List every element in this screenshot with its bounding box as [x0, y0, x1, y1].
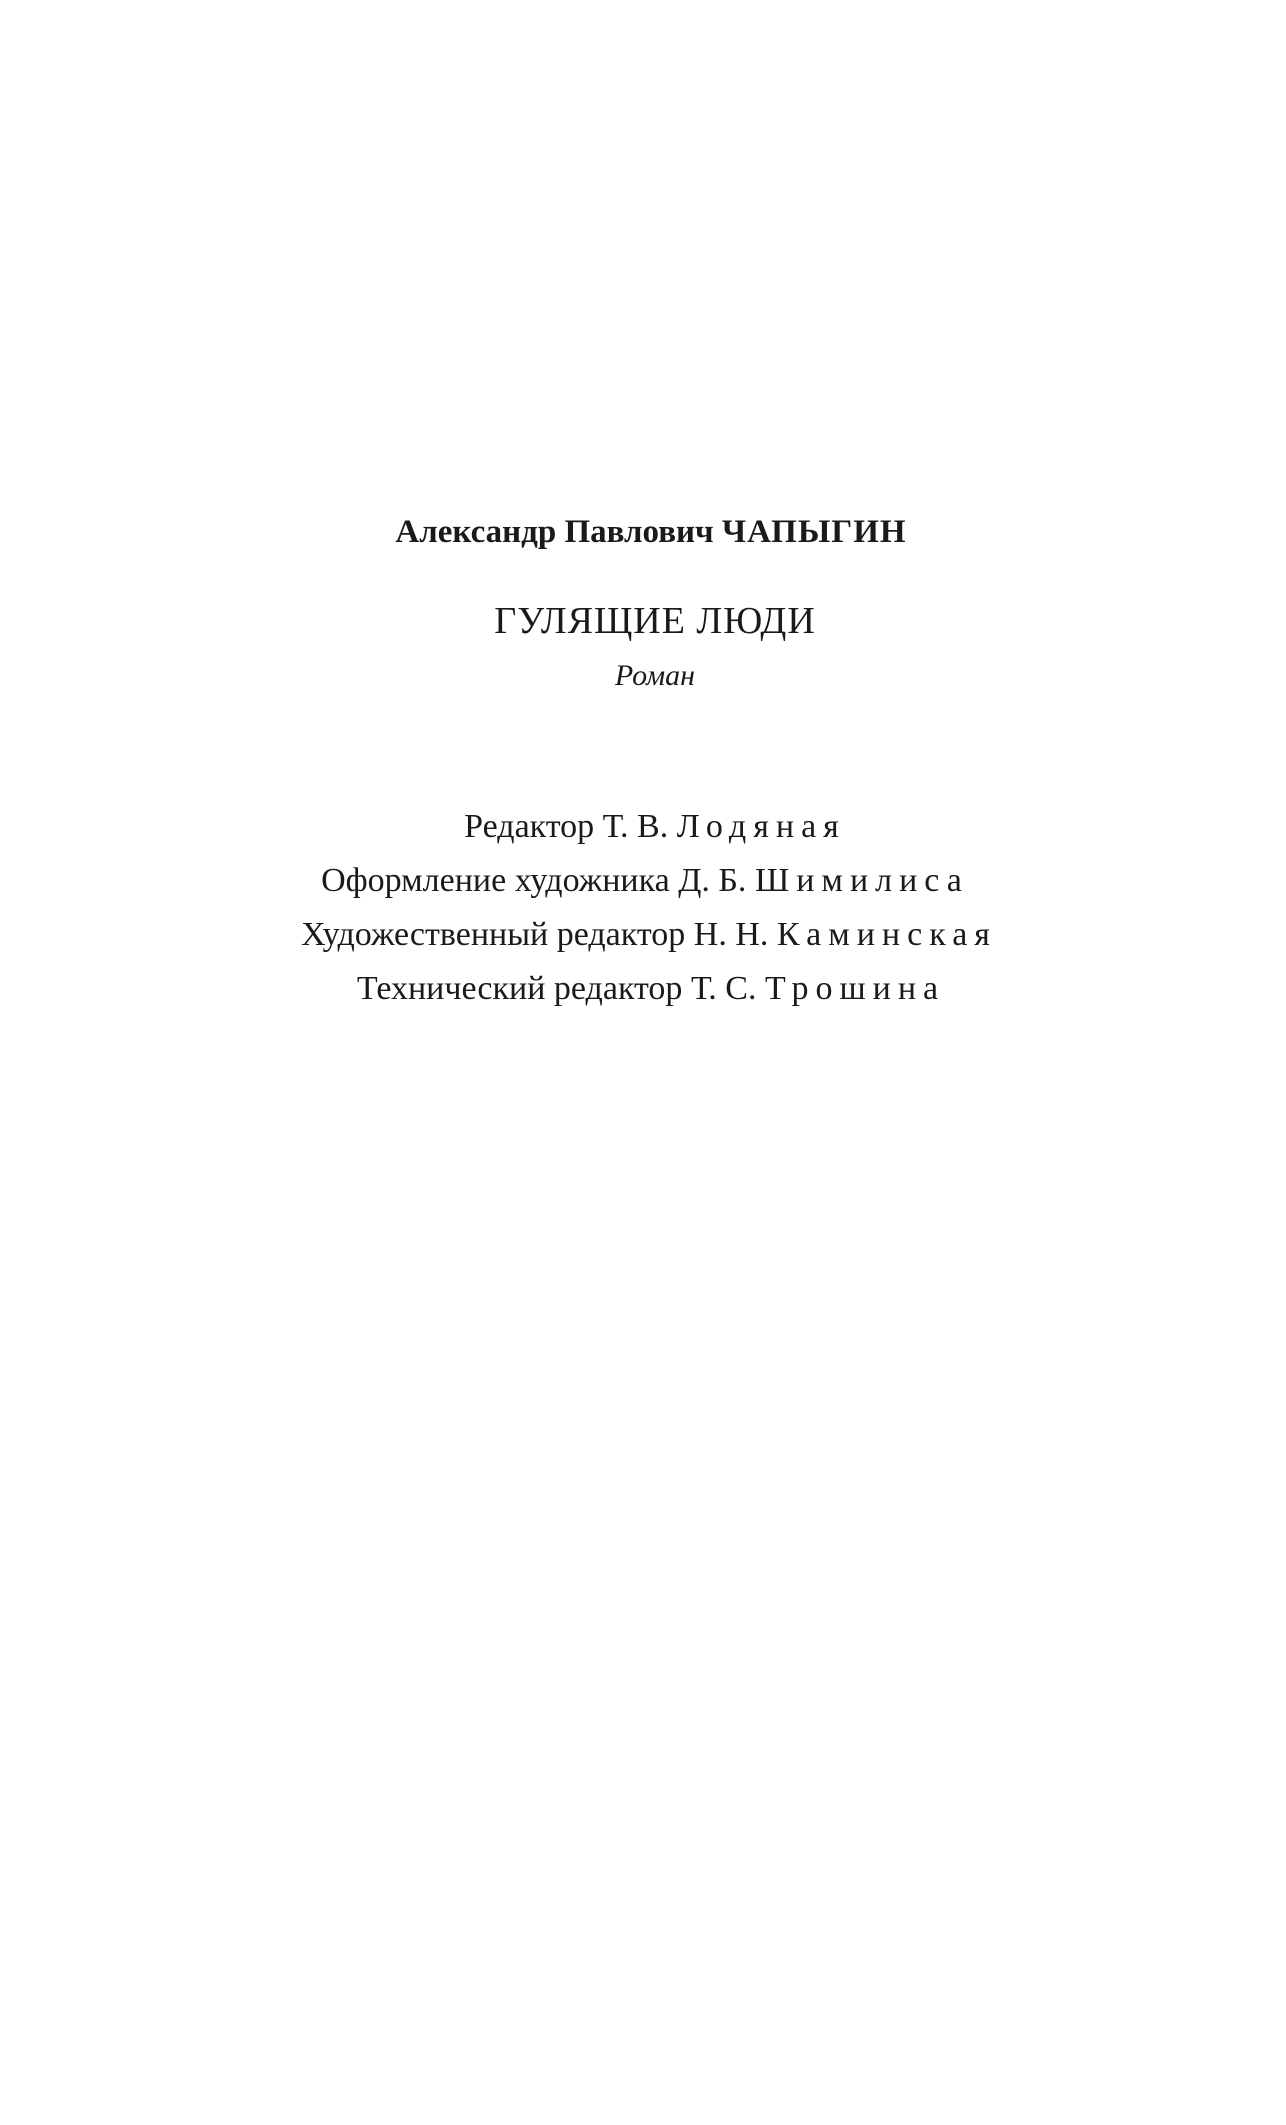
credit-line-designer: [0, 854, 1286, 908]
author-given-names: Александр Павлович: [395, 514, 714, 550]
credit-role: Технический редактор: [356, 970, 683, 1007]
credit-initials: Н. Н.: [693, 916, 769, 953]
credit-line-technical-editor: [0, 962, 1286, 1016]
credit-role: Оформление художника: [321, 862, 670, 899]
credit-initials: Т. В.: [602, 808, 669, 845]
credits-list: [0, 800, 1286, 1016]
credit-initials: Д. Б.: [678, 862, 747, 899]
credit-name: Трошина: [764, 970, 946, 1007]
credit-role: Редактор: [464, 808, 595, 845]
credit-name: Каминская: [776, 916, 997, 953]
credit-line-art-editor: [0, 908, 1286, 962]
credit-line-editor: [0, 800, 1286, 854]
author-surname: ЧАПЫГИН: [721, 514, 907, 550]
credit-name: Шимилиса: [754, 862, 969, 899]
book-title: ГУЛЯЩИЕ ЛЮДИ: [494, 600, 816, 642]
credit-initials: Т. С.: [690, 970, 757, 1007]
credit-name: Лодяная: [676, 808, 846, 845]
credit-role: Художественный редактор: [301, 916, 686, 953]
book-genre: Роман: [614, 659, 696, 692]
author-line: [8, 516, 1286, 549]
